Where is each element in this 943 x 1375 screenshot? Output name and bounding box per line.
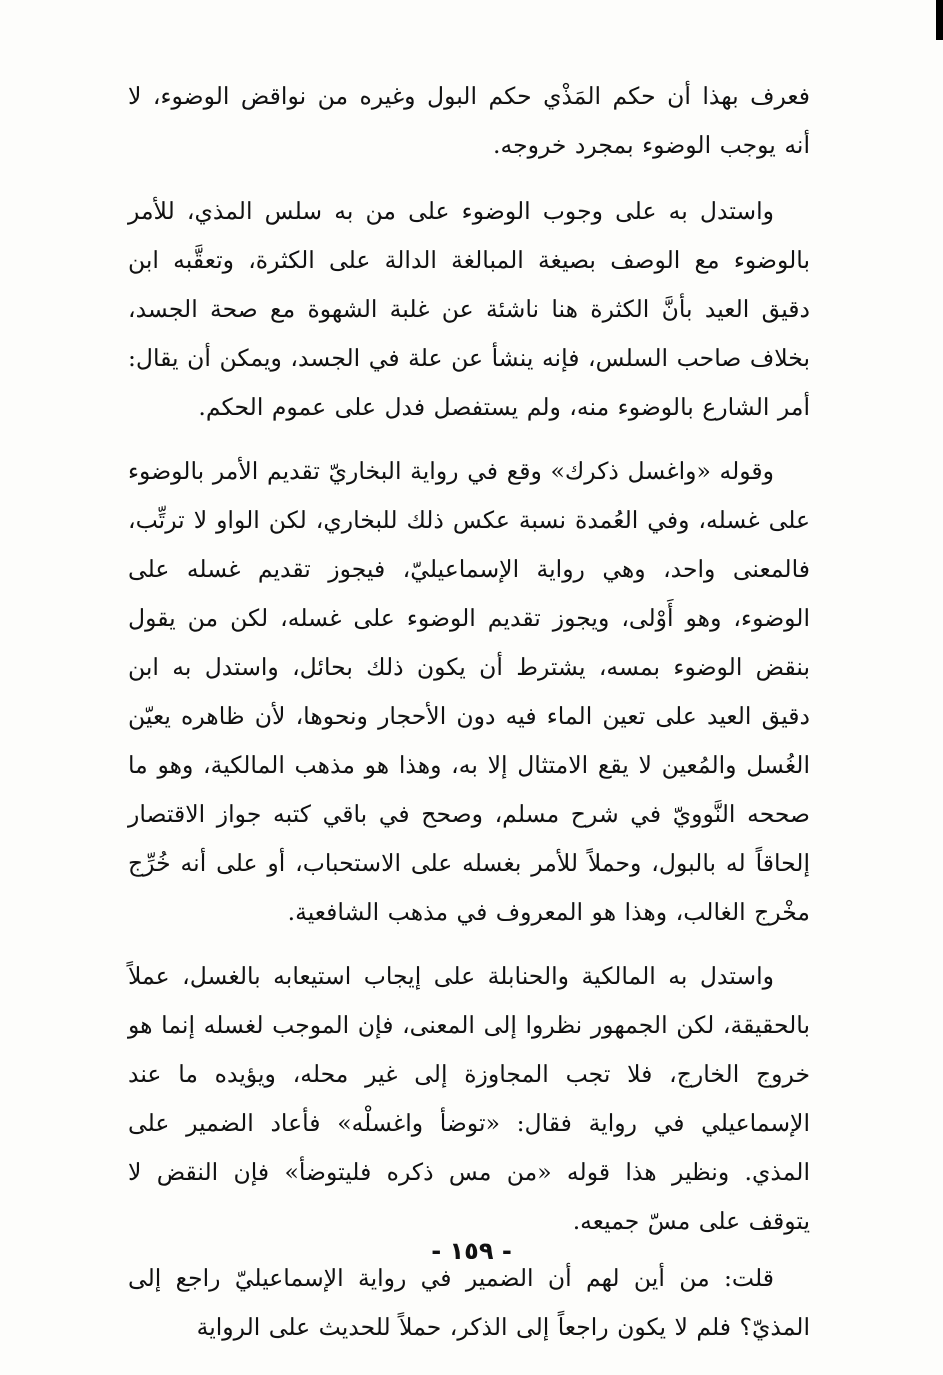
paragraph-4: واستدل به المالكية والحنابلة على إيجاب استيعابه بالغسل، عملاً بالحقيقة، لكن الجمهور نظروا إلى المعنى، فإن الموجب لغسله إنما هو خروج الخارج، فلا تجب المجاوزة إلى غير محله، ويؤيده ما عند الإسماعيلي في رواية فقال: «توضأ واغسلْه» فأعاد الضمير على المذي. ونظير هذا قوله «من مس ذكره فليتوضأ» فإن النقض لا يتوقف على مسّ جميعه. [128, 962, 810, 1235]
paragraph-5: قلت: من أين لهم أن الضمير في رواية الإسماعيليّ راجع إلى المذيّ؟ فلم لا يكون راجعاً إلى الذكر، حملاً للحديث على الرواية [128, 1264, 810, 1341]
paragraph-1: فعرف بهذا أن حكم المَذْي حكم البول وغيره من نواقض الوضوء، لا أنه يوجب الوضوء بمجرد خروجه. [128, 82, 810, 159]
paragraph-2: واستدل به على وجوب الوضوء على من به سلس المذي، للأمر بالوضوء مع الوصف بصيغة المبالغة الدالة على الكثرة، وتعقَّبه ابن دقيق العيد بأنَّ الكثرة هنا ناشئة عن غلبة الشهوة مع صحة الجسد، بخلاف صاحب السلس، فإنه ينشأ عن علة في الجسد، ويمكن أن يقال: أمر الشارع بالوضوء منه، ولم يستفصل فدل على عموم الحكم. [128, 197, 810, 421]
page-edge-mark [936, 0, 943, 40]
page-number: - ١٥٩ - [431, 1237, 512, 1265]
body-text [128, 72, 810, 1352]
paragraph-3: وقوله «واغسل ذكرك» وقع في رواية البخاريّ تقديم الأمر بالوضوء على غسله، وفي العُمدة نسبة عكس ذلك للبخاري، لكن الواو لا ترتِّب، فالمعنى واحد، وهي رواية الإسماعيليّ، فيجوز تقديم غسله على الوضوء، وهو أَوْلى، ويجوز تقديم الوضوء على غسله، لكن من يقول بنقض الوضوء بمسه، يشترط أن يكون ذلك بحائل، واستدل به ابن دقيق العيد على تعين الماء فيه دون الأحجار ونحوها، لأن ظاهره يعيّن الغُسل والمُعين لا يقع الامتثال إلا به، وهذا هو مذهب المالكية، وهو ما صححه النَّوويّ في شرح مسلم، وصحح في باقي كتبه جواز الاقتصار إلحاقاً له بالبول، وحملاً للأمر بغسله على الاستحباب، أو على أنه خُرِّج مخْرج الغالب، وهذا هو المعروف في مذهب الشافعية. [128, 457, 810, 926]
